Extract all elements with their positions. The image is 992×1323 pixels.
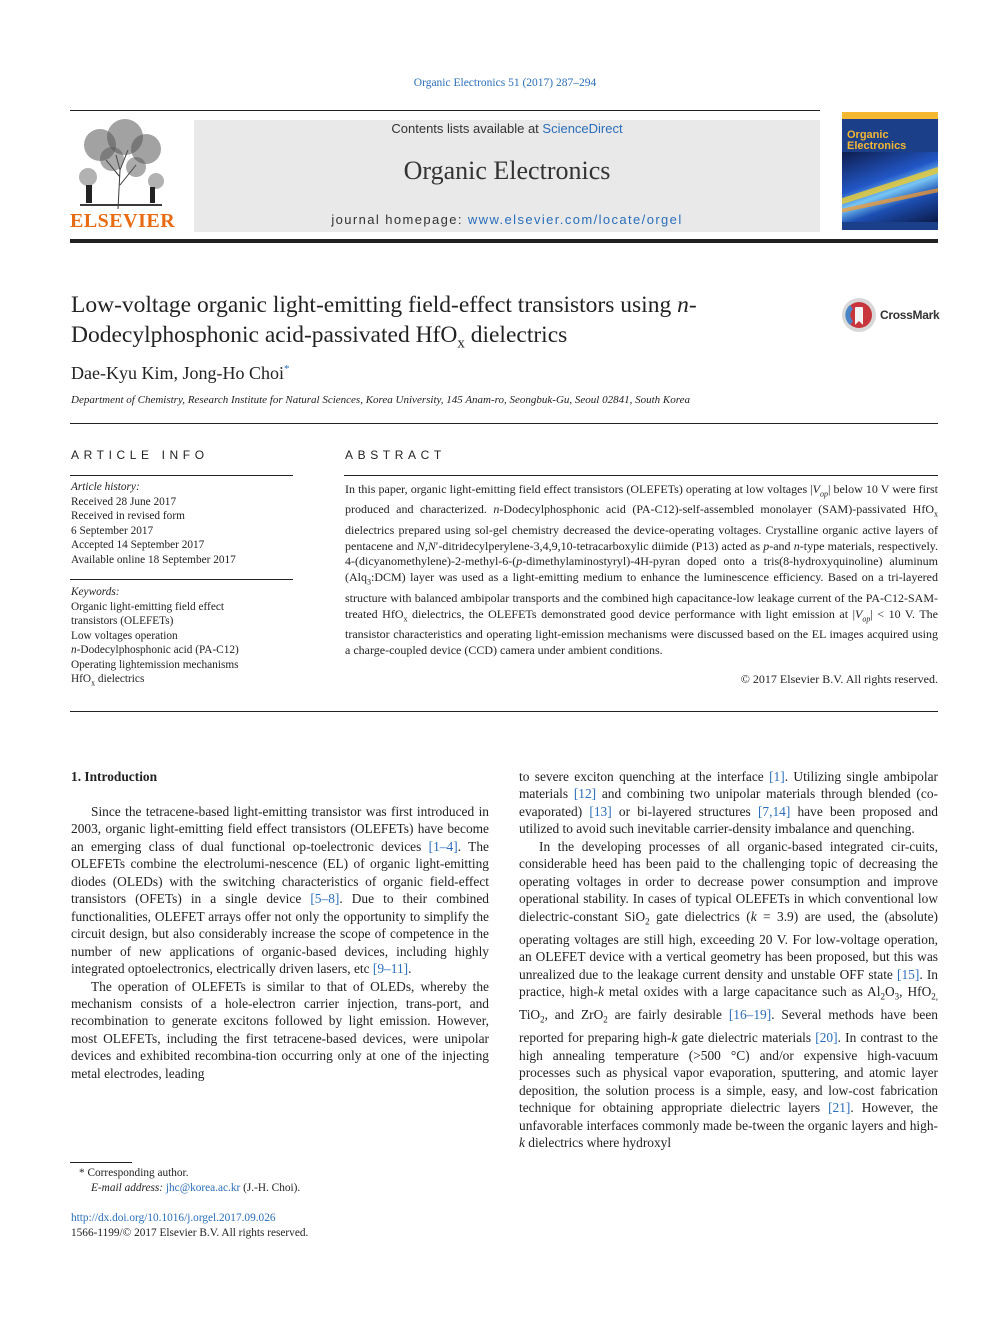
elsevier-wordmark: ELSEVIER — [70, 210, 176, 232]
introduction-heading: 1. Introduction — [71, 769, 158, 784]
email-note — [71, 1181, 489, 1196]
keyword-text: HfO — [71, 673, 92, 685]
abstract-copyright: © 2017 Elsevier B.V. All rights reserved. — [740, 672, 938, 686]
abstract-rule — [344, 475, 938, 476]
email-label: E-mail address: — [91, 1182, 164, 1194]
journal-citation-link[interactable]: Organic Electronics 51 (2017) 287–294 — [413, 77, 597, 89]
article-history — [71, 480, 293, 567]
history-item: Accepted 14 September 2017 — [71, 539, 205, 551]
keyword: Low voltages operation — [71, 629, 178, 642]
history-label: Article history: — [71, 481, 140, 493]
keyword-italic: n — [71, 644, 77, 656]
corresponding-text: Corresponding author. — [87, 1167, 189, 1179]
issn-line: 1566-1199/© 2017 Elsevier B.V. All rights reserved. — [71, 1227, 309, 1239]
title-part: Dodecylphosphonic acid-passivated HfO — [71, 322, 458, 348]
title-part: dielectrics — [464, 322, 568, 348]
sciencedirect-link[interactable]: ScienceDirect — [542, 121, 623, 136]
journal-homepage — [194, 212, 820, 227]
corresponding-note — [71, 1166, 489, 1181]
title-italic-n: n — [677, 292, 689, 318]
footnote — [71, 1166, 489, 1196]
email-link[interactable]: jhc@korea.ac.kr — [165, 1182, 241, 1194]
keywords-block — [71, 585, 293, 691]
doi-block — [71, 1211, 308, 1241]
journal-name: Organic Electronics — [403, 156, 611, 185]
body-column-left — [71, 803, 489, 1082]
abstract-heading: ABSTRACT — [345, 448, 446, 462]
header-thick-rule — [70, 239, 938, 243]
cover-title: Organic Electronics — [847, 129, 907, 152]
keyword — [71, 643, 293, 658]
homepage-link[interactable]: www.elsevier.com/locate/orgel — [467, 212, 683, 227]
crossmark-badge[interactable] — [840, 295, 940, 335]
info-rule — [70, 579, 293, 580]
keyword — [71, 672, 293, 691]
cover-top-bar — [842, 112, 938, 119]
contents-line — [194, 121, 820, 136]
history-item: 6 September 2017 — [71, 524, 154, 537]
crossmark-icon — [840, 295, 878, 335]
keyword: Organic light-emitting field effect — [71, 600, 224, 613]
authors-text: Dae-Kyu Kim, Jong-Ho Choi — [71, 363, 284, 383]
history-item: Received 28 June 2017 — [71, 495, 177, 508]
paragraph: to severe exciton quenching at the interface [1]. Utilizing single ambipolar materials [12] and combining two unipolar materials through blended (co-evaporated) [13] or bi-layered structures [7,14] have been proposed and utilized to avoid such inevitable carrier-density imbalance and quenching. — [519, 769, 939, 837]
keyword-text: -Dodecylphosphonic acid (PA-C12) — [76, 644, 239, 656]
paragraph: Since the tetracene-based light-emitting transistor was first introduced in 2003, organic light-emitting field effect transistors (OLEFETs) have become an emerging class of dual functional op-toelectronic devices [1–4]. The OLEFETs combine the electrolumi-nescence (EL) of organic light-emitting diodes (OLEDs) with the switching characteristics of organic field-effect transistors (OFETs) in a single device [5–8]. Due to their combined functionalities, OLEFET arrays offer not only the opportunity to simplify the circuit design, but also considerably increase the scope of competence in the number of new applications of organic-based devices, including highly integrated optoelectronics, electrically driven lasers, etc [9–11]. — [71, 804, 489, 977]
keyword: transistors (OLEFETs) — [71, 615, 174, 627]
keyword-sub: x — [91, 678, 96, 688]
section-rule — [70, 423, 938, 424]
abstract-bottom-rule — [70, 711, 938, 712]
footnote-mark: * — [79, 1167, 85, 1179]
email-suffix: (J.-H. Choi). — [243, 1182, 301, 1194]
footnote-rule — [70, 1162, 132, 1163]
journal-cover-image — [842, 112, 938, 230]
title-part: Low-voltage organic light-emitting field-effect transistors using — [71, 292, 678, 318]
keyword: Operating lightemission mechanisms — [71, 658, 239, 671]
doi-link[interactable]: http://dx.doi.org/10.1016/j.orgel.2017.09.026 — [71, 1212, 276, 1224]
article-title — [71, 290, 791, 359]
elsevier-tree-logo — [70, 115, 172, 211]
keywords-label: Keywords: — [71, 586, 120, 598]
corresponding-author-mark[interactable]: * — [283, 363, 290, 375]
header-top-rule — [70, 110, 820, 111]
contents-prefix: Contents lists available at — [391, 121, 543, 136]
body-column-right — [519, 768, 938, 1152]
info-rule — [70, 475, 293, 476]
affiliation: Department of Chemistry, Research Institute for Natural Sciences, Korea University, 145 Anam-ro, Seongbuk-Gu, Seoul 02841, South Korea — [71, 394, 690, 406]
article-info-heading: ARTICLE INFO — [71, 448, 209, 462]
paragraph: The operation of OLEFETs is similar to that of OLEDs, whereby the mechanism consists of a hole-electron carrier injection, trans-port, and recombination to generate excitons followed by light emission. However, most OLEFETs, including the first tetracene-based devices, were unipolar devices and exhibited recombina-tion occurring only at one of the injecting metal electrodes, leading — [71, 978, 489, 1081]
title-part: - — [688, 292, 697, 318]
abstract-text: In this paper, organic light-emitting field effect transistors (OLEFETs) operating at low voltages $|V_{op}|$ below 10 V were first produced and characterized. n-Dodecylphosphonic acid (PA-C12)-self-assembled monolayer (SAM)-passivated HfO$_x$ dielectrics prepared using sol-gel chemistry decreased the device-operating voltages. Crystalline organic active layers of pentacene and N,N′-ditridecylperylene-3,4,9,10-tetracarboxylic diimide (P13) acted as p-and n-type materials, respectively. 4-(dicyanomethylene)-2-methyl-6-(p-dimethylaminostyryl)-4H-pyran doped onto a tris(8-hydroxyquinoline) aluminum (Alq$_3$:DCM) layer was used as a light-emitting medium to enhance the luminescence efficiency. Based on a tri-layered structure with balanced ambipolar transports and the combined high capacitance-low leakage current of the PA-C12-SAM-treated HfO$_x$ dielectrics, the OLEFETs demonstrated good device performance with light emission at $|V_{op}| < 10$ V. The transistor characteristics and operating light-emission mechanisms were discussed based on the EL images acquired using a charge-coupled device (CCD) camera under ambient conditions. — [345, 482, 938, 657]
paragraph: In the developing processes of all organic-based integrated cir-cuits, considerable heed has been paid to the challenging topic of decreasing the operating voltages in order to decrease power consumption and improve operational stability. In cases of typical OLEFETs in which conventional low dielectric-constant SiO$_2$ gate dielectrics (k = 3.9) are used, the (absolute) operating voltages are still high, exceeding 20 V. For low-voltage operation, an OLEFET device with a vertical geometry has been proposed, but this was unrealized due to the leakage current density and unstable OFF state [15]. In practice, high-k metal oxides with a large capacitance such as $Al_2O_3$, HfO$_{2,}$ TiO$_2$, and ZrO$_2$ are fairly desirable [16–19]. Several methods have been reported for preparing high-k gate dielectric materials [20]. In contrast to the high annealing temperature (>500 °C) and/or expensive high-vacuum processes such as physical vapor evaporation, sputtering, and atomic layer deposition, the solution process is a simple, easy, and low-cost fabrication technique for obtaining appropriate dielectric layers [21]. However, the unfavorable interfaces commonly made be-tween the organic layers and high-k dielectrics where hydroxyl — [519, 838, 939, 1151]
crossmark-label: CrossMark — [880, 308, 940, 322]
history-item: Received in revised form — [71, 510, 185, 522]
homepage-prefix: journal homepage: — [331, 212, 468, 227]
title-subscript: x — [457, 335, 465, 352]
history-item: Available online 18 September 2017 — [71, 553, 236, 566]
keyword-text: dielectrics — [95, 673, 145, 685]
author-list — [71, 363, 289, 384]
